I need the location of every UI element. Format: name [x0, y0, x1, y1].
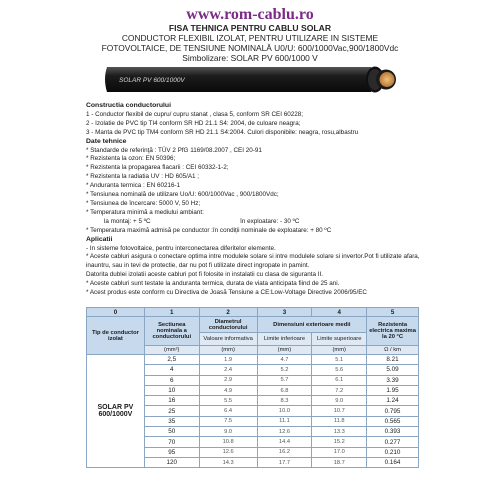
document-subtitle-2: FOTOVOLTAICE, DE TENSIUNE NOMINALĂ U0/U: 600/1000Vac,900/1800Vdc: [101, 43, 399, 53]
technical-line-5: * Anduranta termica : EN 60216-1: [86, 182, 181, 190]
cell-upper: 6.1: [312, 375, 367, 385]
cell-diameter: 1.9: [199, 355, 257, 365]
technical-line-max-temp: * Temperatura maximă admisă pe conductor :în condiții nominale de exploatare: + 80 ºC: [86, 226, 332, 234]
cell-section: 70: [144, 437, 199, 447]
applications-line-5: * Acest produs este conform cu Directiva de Joasă Tensiune a CE:Low-Voltage Directive 2006/95/EC: [86, 289, 367, 297]
col-number: 5: [367, 308, 419, 317]
cell-resistance: 3.39: [367, 375, 419, 385]
column-number-row: [87, 308, 419, 317]
applications-line-4: * Aceste cabluri sunt testate la anduranta termica, durata de viata anticipata fiind de 25 ani.: [86, 280, 340, 288]
technical-line-1: * Standarde de referinţă : TÜV 2 PfG 1169/08.2007 , CEI 20-91: [86, 146, 262, 154]
cell-section: 95: [144, 447, 199, 457]
col-number: 0: [87, 308, 145, 317]
document-subtitle-1: CONDUCTOR FLEXIBIL IZOLAT, PENTRU UTILIZARE IN SISTEME: [121, 33, 379, 43]
conductor-type-name: SOLAR PV: [97, 404, 134, 412]
specifications-table-wrap: [86, 307, 419, 468]
col-number: 1: [144, 308, 199, 317]
cable-print-label: SOLAR PV 600/1000V: [119, 77, 185, 84]
conductor-type-cell: [87, 355, 145, 468]
cell-lower: 6.8: [257, 385, 312, 395]
cell-lower: 16.2: [257, 447, 312, 457]
cell-resistance: 0.795: [367, 406, 419, 416]
unit-section: (mm²): [144, 346, 199, 355]
cell-resistance: 1.24: [367, 396, 419, 406]
cell-section: 10: [144, 385, 199, 395]
temp-montaj: la montaj: + 5 ºC: [104, 217, 151, 225]
header-diameter-sub: Valoare informativa: [199, 333, 257, 346]
cell-upper: 17.0: [312, 447, 367, 457]
cell-upper: 5.6: [312, 365, 367, 375]
specifications-table: [86, 307, 419, 468]
cell-resistance: 0.164: [367, 457, 419, 467]
technical-line-8: * Temperatura minimă a mediului ambiant:: [86, 208, 204, 216]
cell-lower: 12.6: [257, 427, 312, 437]
cell-upper: 11.8: [312, 416, 367, 426]
unit-lower: (mm): [257, 346, 312, 355]
technical-line-3: * Rezistenta la propagarea flacarii : CEI 60332-1-2;: [86, 164, 229, 172]
cell-upper: 15.2: [312, 437, 367, 447]
header-dimensions: Dimensiuni exterioare medii: [257, 317, 367, 333]
technical-line-7: * Tensiunea de încercare: 5000 V, 50 Hz;: [86, 199, 201, 207]
col-number: 3: [257, 308, 312, 317]
header-section: Sectiunea nominala a conductorului: [144, 317, 199, 346]
cell-resistance: 0.277: [367, 437, 419, 447]
cell-section: 2,5: [144, 355, 199, 365]
cell-section: 25: [144, 406, 199, 416]
temp-exploatare: în exploatare: - 30 ºC: [240, 217, 300, 225]
cell-diameter: 2.9: [199, 375, 257, 385]
cell-section: 50: [144, 427, 199, 437]
cable-image: [103, 63, 403, 96]
header-lower-limits: Limite inferioare: [257, 333, 312, 346]
conductor-type-voltage: 600/1000V: [98, 411, 133, 419]
cell-diameter: 7.5: [199, 416, 257, 426]
cell-section: 4: [144, 365, 199, 375]
construction-line-3: 3 - Manta de PVC tip TM4 conform SR HD 21.1 S4:2004. Culori disponibile: neagra, rosu,albastru: [86, 128, 359, 136]
cell-upper: 9.0: [312, 396, 367, 406]
cell-lower: 10.0: [257, 406, 312, 416]
header-type: Tip de conductor izolat: [87, 317, 145, 355]
cell-upper: 18.7: [312, 457, 367, 467]
cell-lower: 17.7: [257, 457, 312, 467]
header-resistance: Rezistenta electrica maxima la 20 °C: [367, 317, 419, 346]
applications-line-2: * Aceste cabluri asigura o conectare optima intre modulele solare si intre modulele solare si invertor.Pot fi utilizate afara, inauntru, sau in tevi de protectie, dar nu pot fi utilizate direct ingropate in pamint.: [86, 253, 420, 270]
cell-resistance: 0.565: [367, 416, 419, 426]
cell-section: 120: [144, 457, 199, 467]
col-number: 2: [199, 308, 257, 317]
document-header: [0, 23, 500, 63]
document-title: FISA TEHNICA PENTRU CABLU SOLAR: [168, 23, 332, 33]
technical-line-2: * Rezistenta la ozon: EN 50396;: [86, 155, 176, 163]
unit-diameter: (mm): [199, 346, 257, 355]
cell-section: 35: [144, 416, 199, 426]
cell-lower: 11.1: [257, 416, 312, 426]
cell-section: 6: [144, 375, 199, 385]
cell-lower: 5.2: [257, 365, 312, 375]
cell-diameter: 4.9: [199, 385, 257, 395]
document-designation: Simbolizare: SOLAR PV 600/1000 V: [182, 53, 318, 63]
construction-line-1: 1 - Conductor flexibil de cupru/ cupru stanat , clasa 5, conform SR CEI 60228;: [86, 110, 304, 118]
header-upper-limits: Limite superioare: [312, 333, 367, 346]
header-row-1: [87, 317, 419, 333]
cell-diameter: 6.4: [199, 406, 257, 416]
ambient-temperature-row: [86, 218, 421, 227]
construction-title: Constructia conductorului: [86, 102, 171, 109]
site-url[interactable]: www.rom-cablu.ro: [186, 6, 314, 23]
cell-lower: 4.7: [257, 355, 312, 365]
cell-upper: 10.7: [312, 406, 367, 416]
technical-line-4: * Rezistenta la radiatia UV : HD 605/A1 ;: [86, 173, 200, 181]
applications-line-3: Datorita dublei izolatii aceste cabluri pot fi folosite in instalatii cu clasa de siguranta II.: [86, 271, 323, 279]
cell-diameter: 5.5: [199, 396, 257, 406]
cell-upper: 5.1: [312, 355, 367, 365]
unit-resistance: Ω / km: [367, 346, 419, 355]
technical-line-6: * Tensiunea nominală de utilizare Uo/U: 600/1000Vac , 900/1800Vdc;: [86, 191, 279, 199]
cell-upper: 7.2: [312, 385, 367, 395]
cell-diameter: 9.0: [199, 427, 257, 437]
cell-resistance: 5.09: [367, 365, 419, 375]
cell-diameter: 12.6: [199, 447, 257, 457]
cell-lower: 8.3: [257, 396, 312, 406]
col-number: 4: [312, 308, 367, 317]
header-diameter: Diametrul conductorului: [199, 317, 257, 333]
applications-title: Aplicatii: [86, 235, 113, 243]
cell-resistance: 1.95: [367, 385, 419, 395]
table-row: [87, 355, 419, 365]
construction-line-2: 2 - Izolatie de PVC tip TI4 conform SR HD 21.1 S4: 2004, de culoare neagra;: [86, 119, 301, 127]
technical-title: Date tehnice: [86, 137, 127, 145]
specifications-table-body: [87, 355, 419, 468]
cell-upper: 13.3: [312, 427, 367, 437]
applications-line-1: - In sisteme fotovoltaice, pentru interconectarea diferitelor elemente.: [86, 244, 276, 252]
cell-diameter: 2.4: [199, 365, 257, 375]
cell-diameter: 14.3: [199, 457, 257, 467]
cell-resistance: 8.21: [367, 355, 419, 365]
cell-resistance: 0.210: [367, 447, 419, 457]
cell-lower: 5.7: [257, 375, 312, 385]
cell-resistance: 0.393: [367, 427, 419, 437]
unit-upper: (mm): [312, 346, 367, 355]
technical-sheet-body: [86, 102, 421, 298]
cell-section: 16: [144, 396, 199, 406]
cell-lower: 14.4: [257, 437, 312, 447]
cell-diameter: 10.8: [199, 437, 257, 447]
